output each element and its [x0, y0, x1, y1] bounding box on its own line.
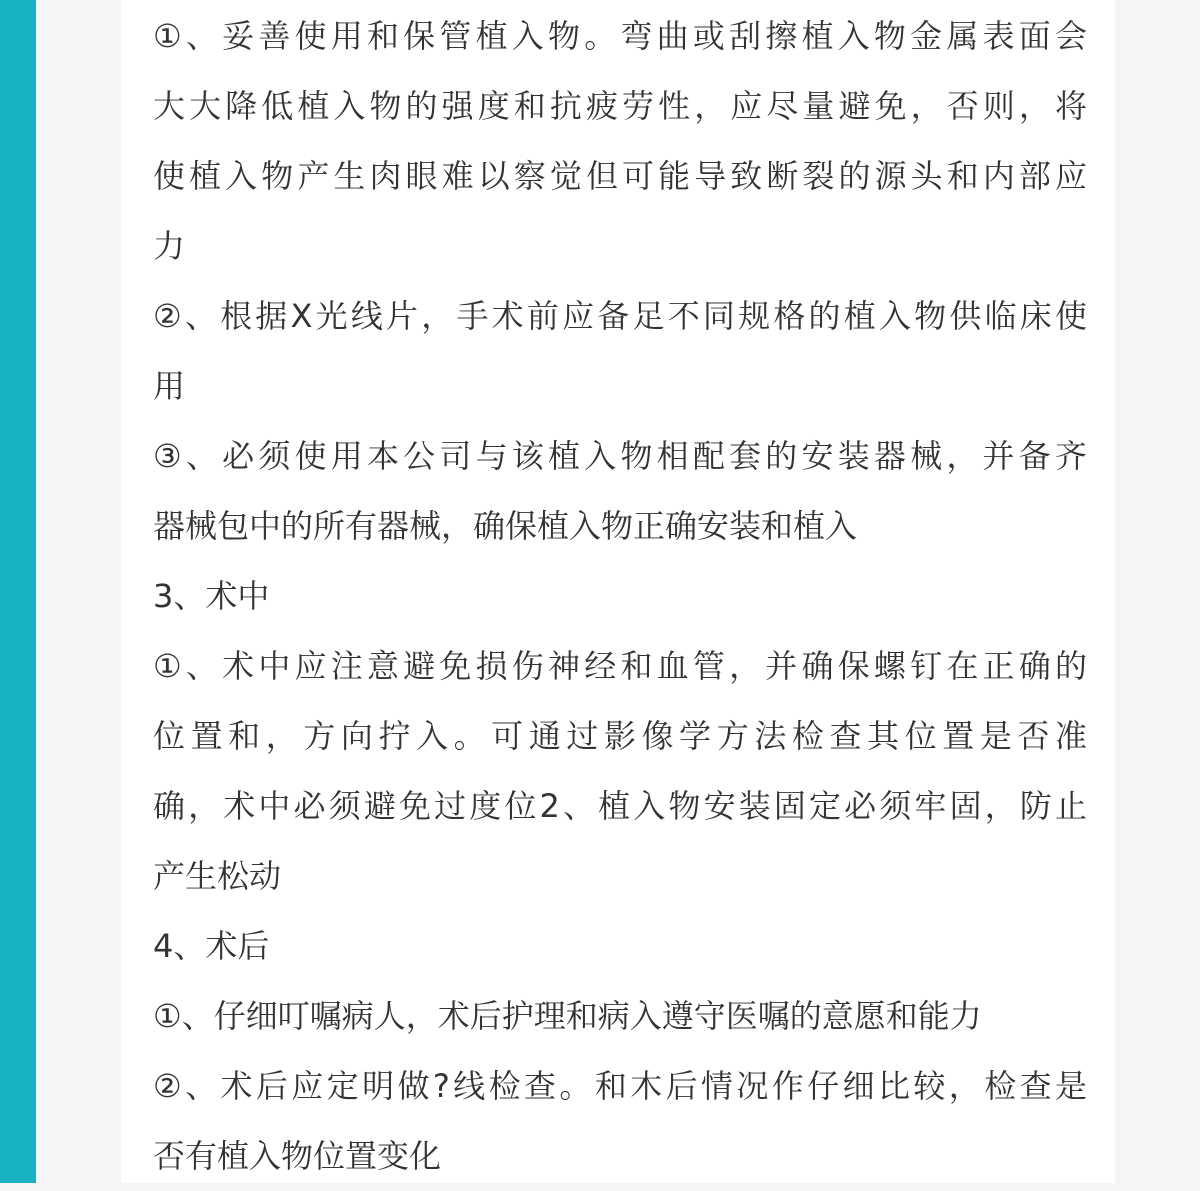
- text-line: ①、妥善使用和保管植入物。弯曲或刮擦植入物金属表面会: [153, 17, 1087, 55]
- document-page: [121, 0, 1115, 1183]
- text-line: 否有植入物位置变化: [153, 1137, 442, 1175]
- text-line: 用: [153, 367, 186, 405]
- text-line: 确，术中必须避免过度位2、植入物安装固定必须牢固，防止: [153, 787, 1087, 825]
- text-line: ①、仔细叮嘱病人，术后护理和病入遵守医嘱的意愿和能力: [153, 997, 982, 1035]
- text-line: 产生松动: [153, 857, 282, 895]
- text-line: 器械包中的所有器械，确保植入物正确安装和植入: [153, 507, 858, 545]
- text-line: 位置和，方向拧入。可通过影像学方法检查其位置是否准: [153, 717, 1087, 755]
- left-accent-bar: [0, 0, 36, 1183]
- section-heading: 4、术后: [153, 927, 270, 965]
- text-line: ②、术后应定明做?线检查。和木后情况作仔细比较，检查是: [153, 1067, 1087, 1105]
- text-line: 使植入物产生肉眼难以察觉但可能导致断裂的源头和内部应: [153, 157, 1087, 195]
- text-line: ③、必须使用本公司与该植入物相配套的安装器械，并备齐: [153, 437, 1087, 475]
- text-line: ①、术中应注意避免损伤神经和血管，并确保螺钉在正确的: [153, 647, 1087, 685]
- text-line: 力: [153, 227, 186, 265]
- document-body: [153, 1, 1087, 1191]
- text-line: 大大降低植入物的强度和抗疲劳性，应尽量避免，否则，将: [153, 87, 1087, 125]
- section-heading: 3、术中: [153, 577, 270, 615]
- text-line: ②、根据X光线片，手术前应备足不同规格的植入物供临床使: [153, 297, 1087, 335]
